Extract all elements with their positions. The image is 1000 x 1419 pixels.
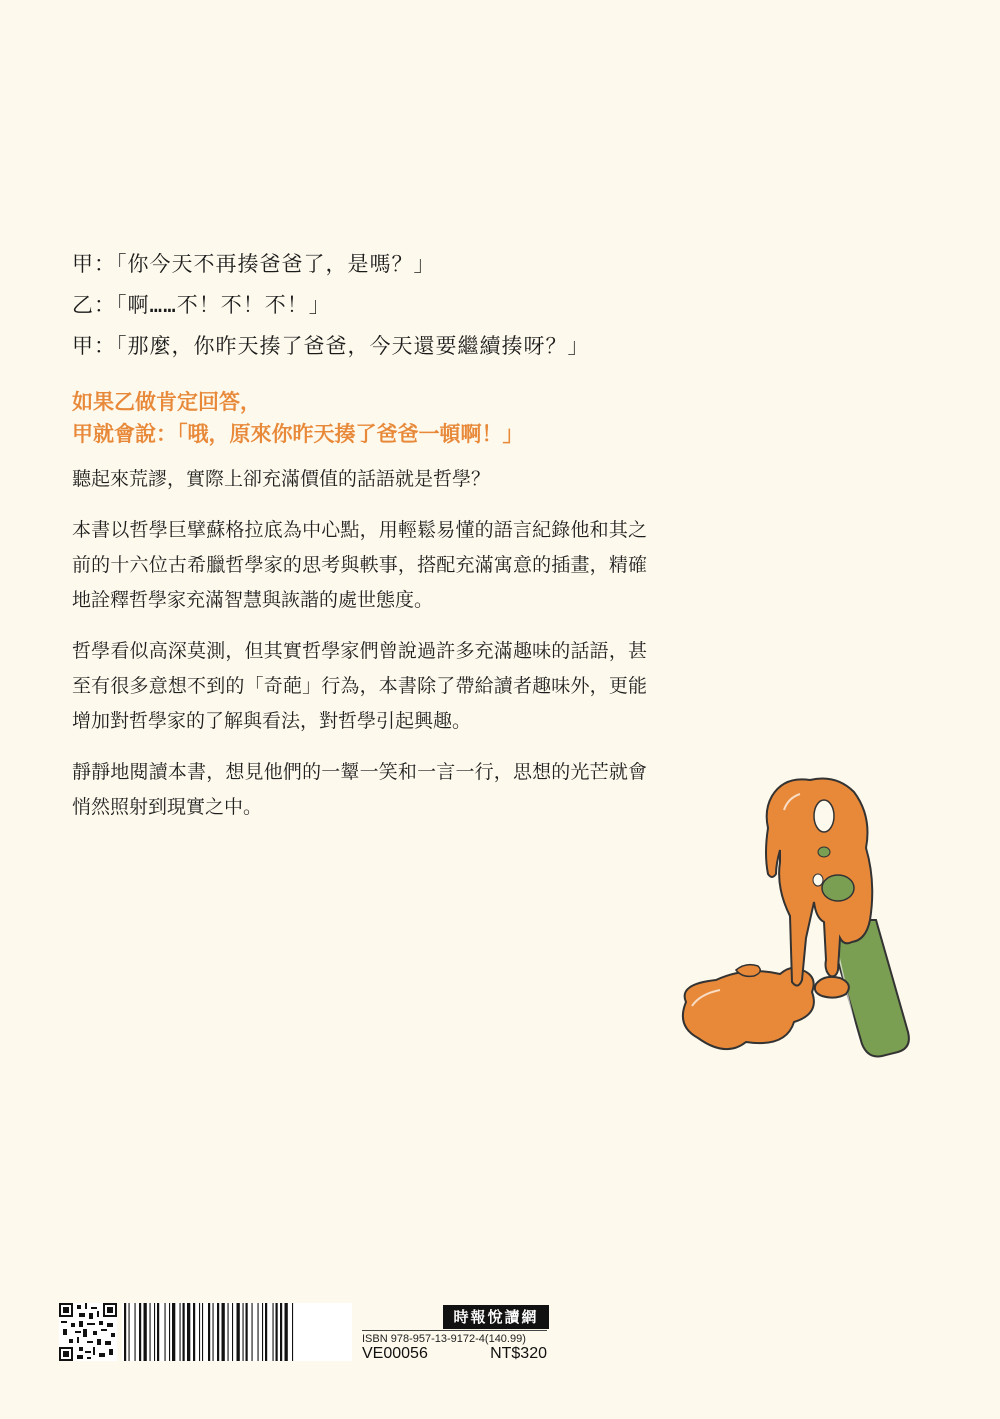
barcode-bar	[285, 1303, 288, 1361]
barcode-bar	[154, 1303, 155, 1361]
barcode-bar	[150, 1303, 151, 1361]
melt-puddle	[683, 965, 849, 1049]
blurb-body	[72, 462, 647, 841]
barcode-bar	[222, 1303, 225, 1361]
isbn-text: ISBN 978-957-13-9172-4(140.99)	[362, 1330, 547, 1345]
highlight-text	[72, 386, 524, 450]
barcode-bar	[183, 1303, 185, 1361]
barcode-bar	[280, 1303, 282, 1361]
barcode-bar	[246, 1303, 248, 1361]
highlight-line: 甲就會說：「哦，原來你昨天揍了爸爸一頓啊！」	[72, 422, 524, 446]
barcode-bar	[243, 1303, 244, 1361]
product-code: VE00056	[362, 1345, 428, 1362]
price: NT$320	[490, 1345, 547, 1362]
highlight-line: 如果乙做肯定回答，	[72, 390, 261, 414]
barcode-bar	[193, 1303, 195, 1361]
barcode-bar	[165, 1303, 166, 1361]
barcode-bar	[187, 1303, 190, 1361]
barcode-bar	[265, 1303, 267, 1361]
barcode-bar	[139, 1303, 141, 1361]
blurb-paragraph: 本書以哲學巨擘蘇格拉底為中心點，用輕鬆易懂的語言紀錄他和其之前的十六位古希臘哲學家的思考與軼事，搭配充滿寓意的插畫，精確地詮釋哲學家充滿智慧與詼諧的處世態度。	[72, 519, 647, 611]
barcode-bar	[169, 1303, 170, 1361]
blurb-paragraph: 靜靜地閱讀本書，想見他們的一颦一笑和一言一行，思想的光芒就會悄然照射到現實之中。	[72, 761, 647, 818]
barcode-bar	[258, 1303, 259, 1361]
barcode-bar	[252, 1303, 253, 1361]
qr-code	[59, 1303, 117, 1361]
barcode-bar	[213, 1303, 214, 1361]
melting-popsicle-icon	[676, 770, 916, 1060]
barcode-bar	[232, 1303, 233, 1361]
product-info	[362, 1345, 547, 1363]
barcode-bar	[144, 1303, 147, 1361]
dialog-block	[72, 244, 672, 367]
blurb-paragraph: 哲學看似高深莫測，但其實哲學家們曾說過許多充滿趣味的話語，甚至有很多意想不到的「奇葩」行為，本書除了帶給讀者趣味外，更能增加對哲學家的了解與看法，對哲學引起興趣。	[72, 640, 647, 732]
barcode-bar	[208, 1303, 210, 1361]
barcode-bar	[180, 1303, 181, 1361]
barcode-bar	[129, 1303, 130, 1361]
barcode-bar	[262, 1303, 263, 1361]
barcode-bar	[124, 1303, 126, 1361]
barcode-bar	[217, 1303, 219, 1361]
dialog-line: 乙：「啊……不！不！不！」	[72, 293, 331, 317]
barcode-bar	[172, 1303, 175, 1361]
barcode-bar	[237, 1303, 240, 1361]
barcode-bar	[135, 1303, 136, 1361]
barcode-bar	[157, 1303, 159, 1361]
barcode-bar	[199, 1303, 200, 1361]
barcode-bar	[202, 1303, 203, 1361]
barcode-bar	[228, 1303, 229, 1361]
publisher-logo: 時報悅讀網	[443, 1305, 549, 1329]
barcode-bar	[292, 1303, 293, 1361]
dialog-line: 甲：「那麼，你昨天揍了爸爸，今天還要繼續揍呀？」	[72, 334, 590, 358]
barcode-bar	[276, 1303, 278, 1361]
dialog-line: 甲：「你今天不再揍爸爸了，是嗎？」	[72, 252, 436, 276]
blurb-paragraph: 聽起來荒謬，實際上卻充滿價值的話語就是哲學？	[72, 468, 491, 490]
barcode	[122, 1303, 352, 1361]
barcode-bar	[273, 1303, 274, 1361]
